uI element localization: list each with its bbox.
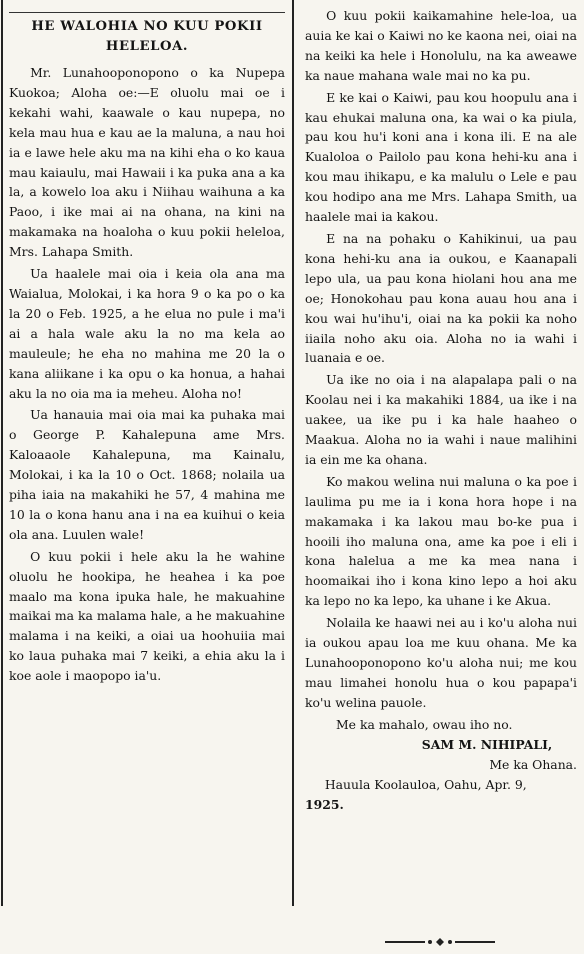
paragraph: Ua hanauia mai oia mai ka puhaka mai o George P. Kahalepuna ame Mrs. Kaloaaole Kahalepuna, ma Kainalu, Molokai, i ka la 10 o Oct. 1868; nolaila ua piha iaia na makahiki he 57, 4 mahina me 10 la o kona hanu ana i na ea kuihui o keia ola ana. Luulen wale! bbox=[9, 407, 285, 542]
paragraph: Mr. Lunahooponopono o ka Nupepa Kuokoa; Aloha oe:—E oluolu mai oe i kekahi wahi, kaawale o kau nupepa, no kela mau hua e kau ae la maluna, a nau hoi ia e lawe hele aku ma na kihi eha o ko kaua mau kaiaulu, mai Hawaii i ka puka ana a ka la, a kowelo loa aku i Niihau waihuna a ka Paoo, i ike mai ai na ohana, na kini na makamaka na hoaloha o kuu pokii heleloa, Mrs. Lahapa Smith. bbox=[9, 65, 285, 260]
paragraph: Nolaila ke haawi nei au i ko'u aloha nui ia oukou apau loa me kuu ohana. Me ka Lunahooponopono ko'u aloha nui; me kou mau limahei honolu hua o kou papapa'i ko'u welina pauole. bbox=[305, 615, 577, 710]
column-left bbox=[9, 0, 285, 686]
ornament-diamond-icon bbox=[425, 938, 455, 946]
paragraph: O kuu pokii i hele aku la he wahine oluolu he hookipa, he heahea i ka poe maalo ma kona ipuka hale, he makuahine maikai ma ka malama hale, a he makuahine malama i na keiki, a oiai ua hoohuiia mai ko laua puhaka mai 7 keiki, a ehia aku la i koe aole i maopopo ia'u. bbox=[9, 548, 285, 684]
ornament-divider bbox=[385, 938, 495, 946]
signature-name: SAM M. NIHIPALI, bbox=[421, 736, 553, 752]
column-rule-left bbox=[1, 0, 3, 906]
paragraph: E ke kai o Kaiwi, pau kou hoopulu ana i kau ehukai maluna ona, ka wai o ka piula, pau kou hu'i koni ana i kona ili. E na ale Kualoloa o Pailolo pau kona hehi-ku ana i kou mau ihikapu, e ka malulu o Lele e pau kou hodipo ana me Mrs. Lahapa Smith, ua haalele mai ia kakou. bbox=[305, 89, 577, 225]
signature-closing: Me ka mahalo, owau iho no. bbox=[336, 716, 513, 732]
signature-year: 1925. bbox=[305, 796, 344, 812]
paragraph: O kuu pokii kaikamahine hele-loa, ua auia ke kai o Kaiwi no ke kaona nei, oiai na na keiki ka hele i Honolulu, na ka aweawe ka naue mahana wale mai no ka pu. bbox=[305, 8, 577, 83]
paragraph: Ua haalele mai oia i keia ola ana ma Waialua, Molokai, i ka hora 9 o ka po o ka la 20 o Feb. 1925, a he elua no pule i ma'i ai a hala wale aku la no ma kela ao mauleule; he eha no mahina me 20 la o kana aliikane i ka opu o ka honua, a hahai aku la no oia ma ia meheu. Aloha no! bbox=[9, 266, 285, 401]
column-rule-center bbox=[292, 0, 294, 906]
signature-org: Me ka Ohana. bbox=[489, 756, 577, 772]
signature-block bbox=[305, 715, 577, 815]
paragraph: E na na pohaku o Kahikinui, ua pau kona hehi-ku ana ia oukou, e Kaanapali lepo ula, ua pau kona hiolani hou ana me oe; Honokohau pau kona auau hou ana i kou wai hu'ihu'i, oiai na ka pokii ka noho iiaila noho aku oia. Aloha no ia wahi i luanaia e oe. bbox=[305, 230, 577, 366]
column-right bbox=[305, 6, 577, 815]
signature-place: Hauula Koolauloa, Oahu, Apr. 9, bbox=[324, 776, 527, 792]
paragraph: Ua ike no oia i na alapalapa pali o na Koolau nei i ka makahiki 1884, ua ike i na uakee, ua ike pu i ka hale haaheo o Maakua. Aloha no ia wahi i naue malihini ia ein me ka ohana. bbox=[305, 372, 577, 467]
article-headline: HE WALOHIA NO KUU POKII HELELOA. bbox=[9, 12, 285, 57]
paragraph: Ko makou welina nui maluna o ka poe i laulima pu me ia i kona hora hope i na makamaka i ka lakou mau bo-ke pua i hooili iho maluna ona, ame ka poe i eli i kona halelua a me ka mea nana i hoomaikai iho i kona kino lepo a hoi aku ka lepo no ka lepo, ka uhane i ke Akua. bbox=[305, 473, 577, 609]
